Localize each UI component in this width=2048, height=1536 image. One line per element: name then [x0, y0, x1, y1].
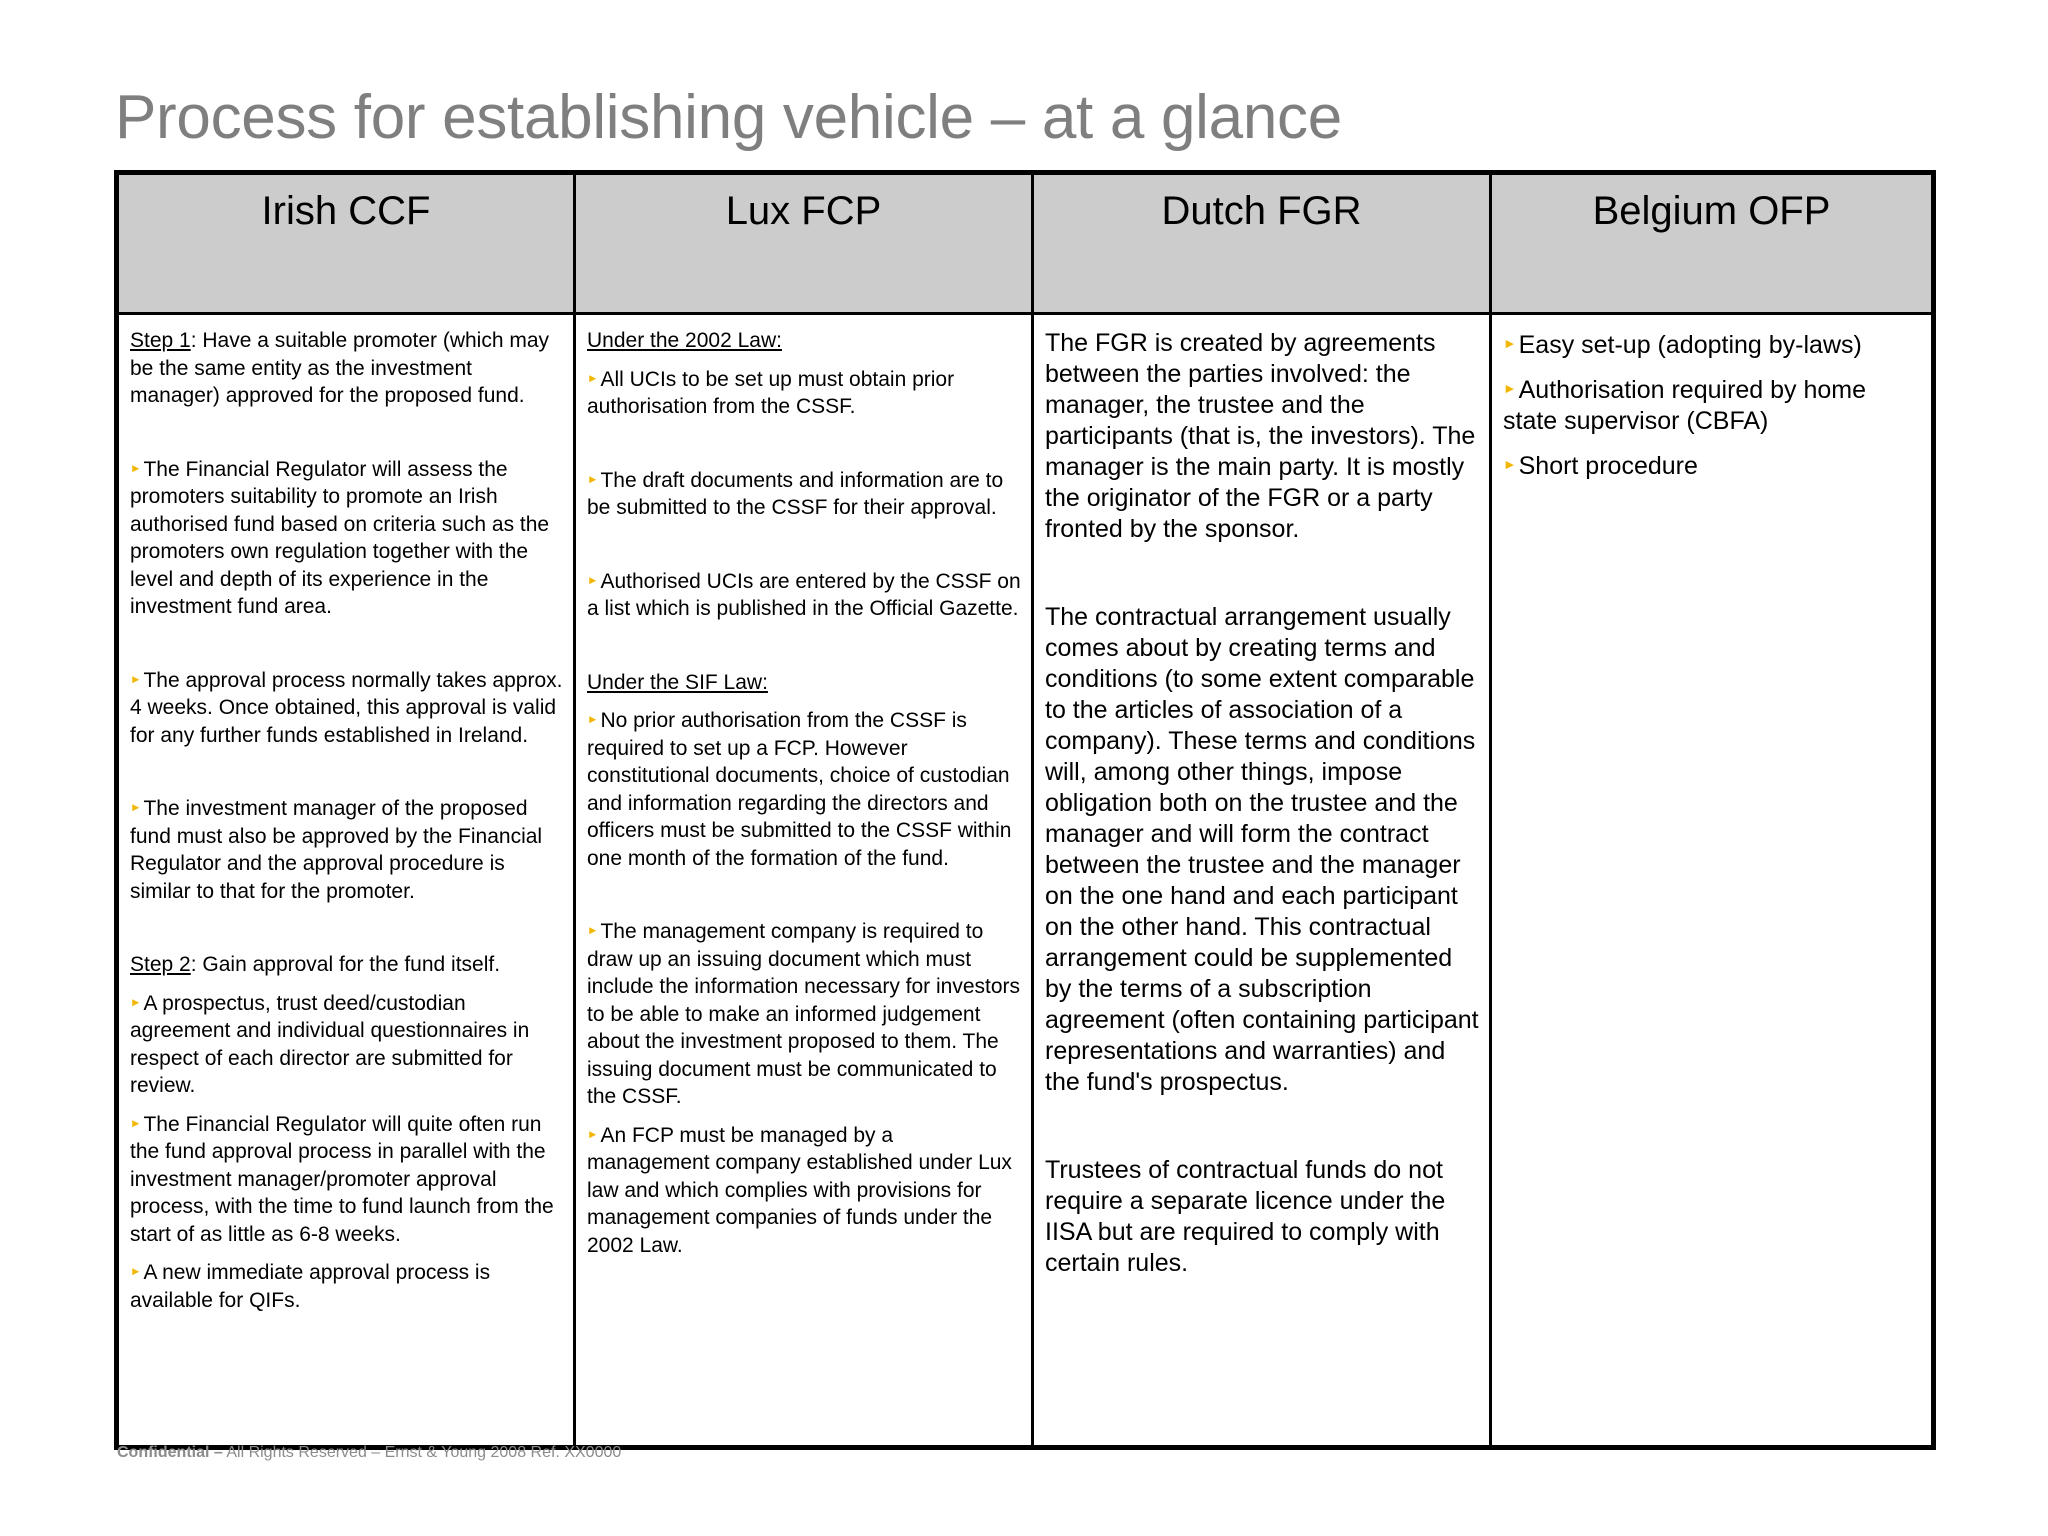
- column-body: [119, 315, 573, 1445]
- arrow-bullet-icon: ►: [587, 473, 599, 486]
- bullet-item: [587, 467, 1021, 522]
- bullet-text: Authorised UCIs are entered by the CSSF on a list which is published in the Official Gazette.: [587, 569, 1021, 621]
- column-irish-ccf: [119, 175, 576, 1445]
- step-2: [130, 951, 563, 979]
- step-text: : Gain approval for the fund itself.: [190, 953, 501, 977]
- footer-text: All Rights Reserved – Ernst & Young 2008 Ref. XX0000: [222, 1444, 622, 1461]
- column-dutch-fgr: [1034, 175, 1492, 1445]
- comparison-table: [114, 170, 1936, 1450]
- bullet-item: [587, 568, 1021, 623]
- paragraph: The contractual arrangement usually comes about by creating terms and conditions (to some extent comparable to the articles of association of a company). These terms and conditions will, among other things, impose obligation both on the trustee and the manager and will form the contract between the trustee and the manager on the one hand and each participant on the other hand. This contractual arrangement could be supplemented by the terms of a subscription agreement (often containing participant representations and warranties) and the fund's prospectus.: [1045, 603, 1479, 1096]
- bullet-item: [587, 366, 1021, 421]
- column-header: Dutch FGR: [1034, 175, 1489, 315]
- bullet-item: [587, 1122, 1021, 1260]
- arrow-bullet-icon: ►: [587, 714, 599, 727]
- bullet-item: [130, 1259, 563, 1314]
- bullet-text: An FCP must be managed by a management company established under Lux law and which complies with provisions for management companies of funds under the 2002 Law.: [587, 1123, 1012, 1257]
- bullet-item: [130, 990, 563, 1100]
- column-header: Belgium OFP: [1492, 175, 1931, 315]
- footer-confidential: [117, 1444, 621, 1462]
- arrow-bullet-icon: ►: [1503, 380, 1517, 396]
- arrow-bullet-icon: ►: [587, 1128, 599, 1141]
- column-header: Lux FCP: [576, 175, 1031, 315]
- bullet-item: [587, 918, 1021, 1111]
- bullet-text: The draft documents and information are to be submitted to the CSSF for their approval.: [587, 468, 1004, 520]
- bullet-text: Easy set-up (adopting by-laws): [1518, 330, 1862, 359]
- column-body: [1492, 315, 1931, 1445]
- bullet-item: [1503, 449, 1921, 482]
- column-lux-fcp: [576, 175, 1034, 1445]
- arrow-bullet-icon: ►: [587, 925, 599, 938]
- column-header: Irish CCF: [119, 175, 573, 315]
- column-body: [1034, 315, 1489, 1445]
- bullet-text: A prospectus, trust deed/custodian agreement and individual questionnaires in respect of each director are submitted for review.: [130, 991, 530, 1098]
- law-heading: Under the SIF Law:: [587, 670, 768, 694]
- bullet-text: The Financial Regulator will assess the promoters suitability to promote an Irish authorised fund based on criteria such as the promoters own regulation together with the level and depth of its experience in the investment fund area.: [130, 457, 550, 619]
- arrow-bullet-icon: ►: [130, 802, 142, 815]
- bullet-item: [130, 667, 563, 750]
- step-label: Step 2: [130, 953, 191, 977]
- bullet-text: No prior authorisation from the CSSF is required to set up a FCP. However constitutional documents, choice of custodian and information regarding the directors and officers must be submitted to the CSSF within one month of the formation of the fund.: [587, 709, 1012, 870]
- arrow-bullet-icon: ►: [130, 996, 142, 1009]
- arrow-bullet-icon: ►: [130, 1117, 142, 1130]
- bullet-text: The Financial Regulator will quite often run the fund approval process in parallel with the investment manager/promoter approval process, with the time to fund launch from the start of as little as 6-8 weeks.: [130, 1112, 554, 1246]
- bullet-item: [587, 707, 1021, 872]
- law-heading: Under the 2002 Law:: [587, 329, 782, 352]
- bullet-item: [130, 456, 563, 621]
- column-belgium-ofp: [1492, 175, 1931, 1445]
- arrow-bullet-icon: ►: [130, 1266, 142, 1279]
- arrow-bullet-icon: ►: [587, 574, 599, 587]
- bullet-text: Authorisation required by home state supervisor (CBFA): [1503, 375, 1867, 435]
- paragraph: The FGR is created by agreements between the parties involved: the manager, the trustee and the participants (that is, the investors). The manager is the main party. It is mostly the originator of the FGR or a party fronted by the sponsor.: [1045, 329, 1476, 543]
- bullet-text: All UCIs to be set up must obtain prior authorisation from the CSSF.: [587, 367, 955, 419]
- bullet-text: The management company is required to draw up an issuing document which must include the information necessary for investors to be able to make an informed judgement about the investment proposed to them. The issuing document must be communicated to the CSSF.: [587, 920, 1021, 1109]
- bullet-text: A new immediate approval process is available for QIFs.: [130, 1261, 491, 1312]
- arrow-bullet-icon: ►: [130, 462, 142, 475]
- bullet-text: The investment manager of the proposed fund must also be approved by the Financial Regulator and the approval procedure is similar to that for the promoter.: [130, 797, 543, 903]
- step-1: [130, 327, 563, 410]
- page-title: Process for establishing vehicle – at a glance: [115, 83, 1342, 152]
- arrow-bullet-icon: ►: [1503, 336, 1517, 351]
- paragraph: Trustees of contractual funds do not require a separate licence under the IISA but are required to comply with certain rules.: [1045, 1156, 1446, 1277]
- bullet-item: [1503, 328, 1921, 361]
- arrow-bullet-icon: ►: [130, 673, 142, 686]
- bullet-item: [130, 1111, 563, 1249]
- footer-bold-text: Confidential –: [117, 1444, 223, 1461]
- column-body: [576, 315, 1031, 1445]
- bullet-item: [1503, 373, 1921, 437]
- arrow-bullet-icon: ►: [587, 372, 599, 385]
- step-label: Step 1: [130, 329, 191, 352]
- bullet-text: The approval process normally takes approx. 4 weeks. Once obtained, this approval is valid for any further funds established in Ireland.: [130, 668, 563, 747]
- arrow-bullet-icon: ►: [1503, 456, 1517, 472]
- step-text: : Have a suitable promoter (which may be the same entity as the investment manager) approved for the proposed fund.: [130, 329, 550, 407]
- bullet-text: Short procedure: [1518, 451, 1698, 480]
- bullet-item: [130, 795, 563, 905]
